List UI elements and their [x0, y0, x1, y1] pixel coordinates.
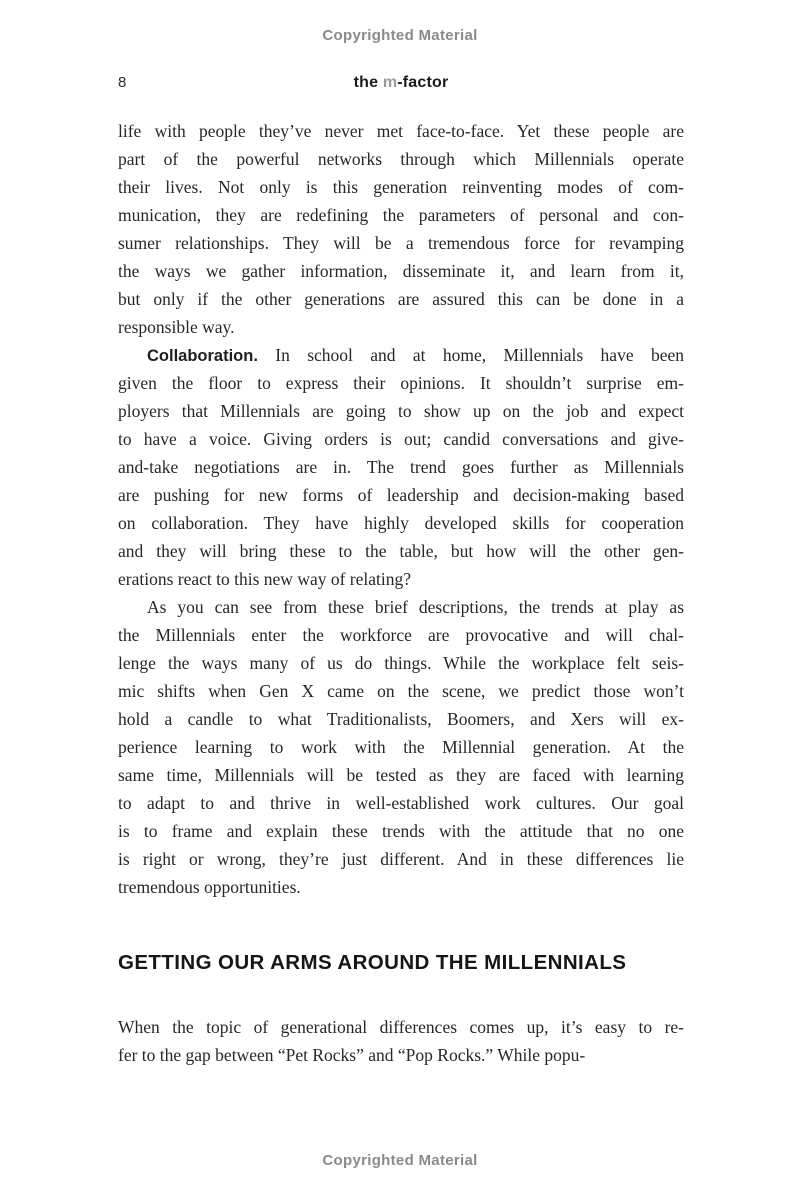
paragraph-2-collaboration	[118, 341, 684, 593]
text-line: and they will bring these to the table, but how will the other gen-	[118, 541, 684, 561]
running-title-m: m	[382, 74, 398, 91]
run-in-heading: Collaboration.	[147, 347, 258, 365]
text-line: lenge the ways many of us do things. While the workplace felt seis-	[118, 653, 684, 673]
text-line: to adapt to and thrive in well-established work cultures. Our goal	[118, 793, 684, 813]
text-line: their lives. Not only is this generation reinventing modes of com-	[118, 177, 684, 197]
text-line: and-take negotiations are in. The trend goes further as Millennials	[118, 457, 684, 477]
text-line: fer to the gap between “Pet Rocks” and “Pop Rocks.” While popu-	[118, 1045, 586, 1065]
section-heading: GETTING OUR ARMS AROUND THE MILLENNIALS	[118, 951, 627, 974]
text-line: sumer relationships. They will be a tremendous force for revamping	[118, 233, 684, 253]
text-line: erations react to this new way of relating?	[118, 569, 412, 589]
text-line: Collaboration. In school and at home, Millennials have been	[147, 345, 684, 365]
running-header	[118, 74, 684, 94]
text-line: but only if the other generations are assured this can be done in a	[118, 289, 684, 309]
text-line: is to frame and explain these trends with the attitude that no one	[118, 821, 684, 841]
text-line: are pushing for new forms of leadership and decision-making based	[118, 485, 684, 505]
text-line: tremendous opportunities.	[118, 877, 301, 897]
copyright-notice-bottom: Copyrighted Material	[322, 1152, 478, 1169]
text-line: is right or wrong, they’re just different. And in these differences lie	[118, 849, 684, 869]
text-line: life with people they’ve never met face-to-face. Yet these people are	[118, 121, 684, 141]
text-line: the Millennials enter the workforce are provocative and will chal-	[118, 625, 684, 645]
running-title-pre: the	[353, 74, 383, 91]
text-line: the ways we gather information, disseminate it, and learn from it,	[118, 261, 684, 281]
text-line: to have a voice. Giving orders is out; candid conversations and give-	[118, 429, 684, 449]
text-line: ployers that Millennials are going to show up on the job and expect	[118, 401, 684, 421]
paragraph-3	[118, 593, 684, 901]
text-line: As you can see from these brief descriptions, the trends at play as	[147, 597, 684, 617]
running-title-post: -factor	[397, 74, 449, 91]
paragraph-1	[118, 117, 684, 341]
body-text-column	[118, 117, 684, 1069]
text-line: perience learning to work with the Millennial generation. At the	[118, 737, 684, 757]
text-line: part of the powerful networks through which Millennials operate	[118, 149, 684, 169]
text-line: same time, Millennials will be tested as they are faced with learning	[118, 765, 684, 785]
text-line: given the floor to express their opinions. It shouldn’t surprise em-	[118, 373, 684, 393]
text-line: munication, they are redefining the parameters of personal and con-	[118, 205, 684, 225]
text-line: responsible way.	[118, 317, 235, 337]
text-line: on collaboration. They have highly developed skills for cooperation	[118, 513, 684, 533]
paragraph-4	[118, 1013, 684, 1069]
text-line: When the topic of generational differences comes up, it’s easy to re-	[118, 1017, 684, 1037]
page-number: 8	[118, 74, 127, 91]
text-line: mic shifts when Gen X came on the scene, we predict those won’t	[118, 681, 684, 701]
running-title	[118, 74, 684, 92]
copyright-notice-top: Copyrighted Material	[322, 27, 478, 44]
text-line: hold a candle to what Traditionalists, Boomers, and Xers will ex-	[118, 709, 684, 729]
